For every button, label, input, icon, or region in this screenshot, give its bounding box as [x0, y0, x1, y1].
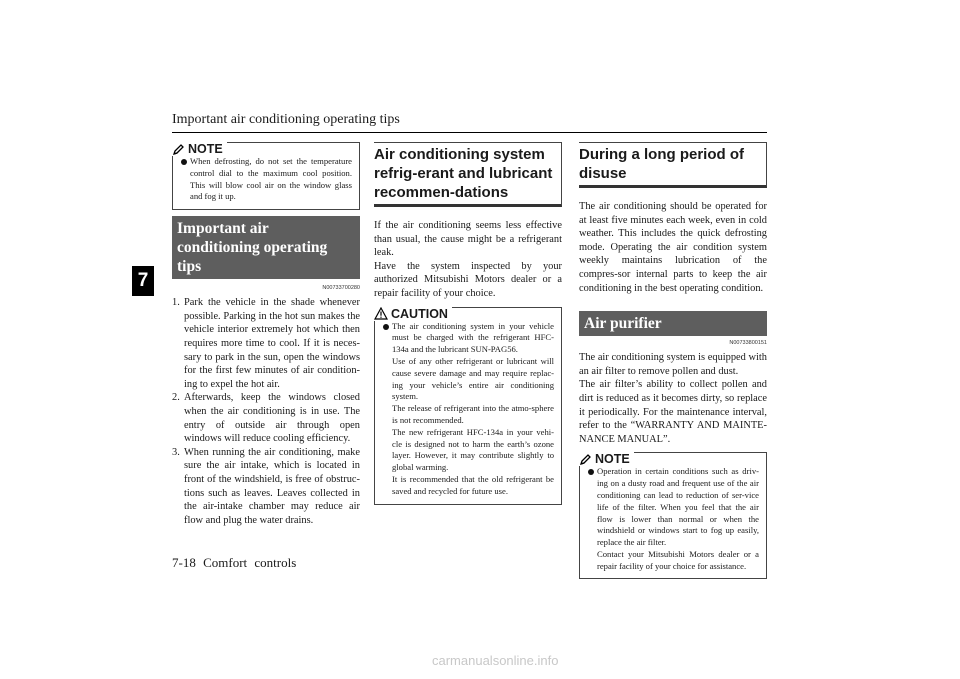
caution-text: Use of any other refrigerant or lubricant will cause severe damage and may require replac-ing your vehicle’s entire air conditioning system. [392, 355, 554, 402]
section-title-tips: Important air conditioning operating tips [172, 216, 360, 279]
note-text: When defrosting, do not set the temperature control dial to the maximum cool position. This will blow cool air on the window glass and fog it up. [190, 156, 352, 202]
bullet-icon [383, 324, 389, 330]
note-label: NOTE [595, 452, 630, 467]
section-title-purifier: Air purifier [579, 311, 767, 336]
section-title-disuse: During a long period of disuse [579, 142, 767, 188]
refrigerant-paragraph: If the air conditioning seems less effective than usual, the cause might be a refrigerant leak. [374, 220, 562, 259]
column-middle [374, 142, 562, 511]
reference-code: N00733700280 [322, 285, 360, 292]
note-label: NOTE [188, 142, 223, 156]
column-right [579, 142, 767, 585]
list-item [172, 391, 360, 445]
disuse-paragraph: The air conditioning should be operated for at least five minutes each week, even in cold weather. This includes the quick defrosting mode. Operating the air condition system weekly maintains lubrication of the compres-sor internal parts to keep the air conditioning in the best operating condition. [579, 201, 767, 294]
column-left [172, 142, 360, 527]
pencil-note-icon [579, 453, 592, 466]
step-number: 3. [172, 446, 180, 458]
note-header [172, 142, 227, 156]
footer-section: Comfort controls [203, 555, 297, 570]
reference-code: N00733800151 [729, 340, 767, 347]
note-item [588, 466, 759, 572]
page-footer [172, 555, 296, 571]
list-item [172, 446, 360, 528]
note-header [579, 452, 634, 466]
caution-label: CAUTION [391, 306, 448, 321]
tips-list [172, 296, 360, 527]
header-rule [172, 132, 767, 133]
caution-text: The release of refrigerant into the atmo-sphere is not recommended. [392, 403, 554, 425]
section-title-refrigerant: Air conditioning system refrig-erant and lubricant recommen-dations [374, 142, 562, 207]
step-number: 1. [172, 297, 180, 309]
step-number: 2. [172, 392, 180, 404]
note-box [172, 142, 360, 210]
caution-header [374, 307, 452, 321]
list-item [172, 296, 360, 391]
refrigerant-paragraph: Have the system inspected by your authorized Mitsubishi Motors dealer or a repair facility of your choice. [374, 260, 562, 299]
step-text: When running the air conditioning, make sure the air intake, which is located in front of the windshield, is free of obstruc-tions such as leaves. Leaves collected in the air-intake chamber may reduce air flow and plug the water drains. [184, 446, 360, 526]
bullet-icon [588, 469, 594, 475]
step-text: Park the vehicle in the shade whenever possible. Parking in the hot sun makes the vehicle interior extremely hot which then requires more time to cool. If it is neces-sary to park in the sun, open the windows for the first few minutes of air condition-ing to expel the hot air. [184, 297, 360, 390]
bullet-icon [181, 159, 187, 165]
caution-text: It is recommended that the old refrigerant be saved and recycled for future use. [392, 473, 554, 496]
purifier-paragraph: The air filter’s ability to collect pollen and dirt is reduced as it becomes dirty, so replace it periodically. For the maintenance interval, refer to the “WARRANTY AND MAINTE-NANCE MANUAL”. [579, 379, 767, 445]
caution-item [383, 321, 554, 498]
note-item [181, 156, 352, 203]
purifier-paragraph: The air conditioning system is equipped with an air filter to remove pollen and dust. [579, 352, 767, 377]
note-text: Operation in certain conditions such as driv-ing on a dusty road and frequent use of the air conditioning can lead to reduction of ser-vice life of the filter. When you feel that the air flow is lower than normal or when the windshield or windows start to fog up easily, replace the air filter. [597, 466, 759, 548]
pencil-note-icon [172, 143, 185, 156]
step-text: Afterwards, keep the windows closed when the air conditioning is in use. The entry of outside air through open windows will reduce cooling efficiency. [184, 392, 360, 445]
note-box [579, 452, 767, 579]
chapter-tab: 7 [132, 266, 154, 296]
watermark-site: carmanualsonline.info [432, 653, 559, 668]
page-number: 7-18 [172, 555, 196, 570]
caution-box [374, 307, 562, 505]
note-text: Contact your Mitsubishi Motors dealer or a repair facility of your choice for assistance. [597, 548, 759, 571]
page-title: Important air conditioning operating tips [172, 112, 400, 127]
warning-triangle-icon [374, 307, 388, 320]
caution-text: The new refrigerant HFC-134a in your vehi-cle is designed not to harm the earth’s ozone layer. However, it may contribute slightly to global warming. [392, 426, 554, 473]
caution-text: The air conditioning system in your vehicle must be charged with the refrigerant HFC-134a and the lubricant SUN-PAG56. [392, 320, 554, 355]
